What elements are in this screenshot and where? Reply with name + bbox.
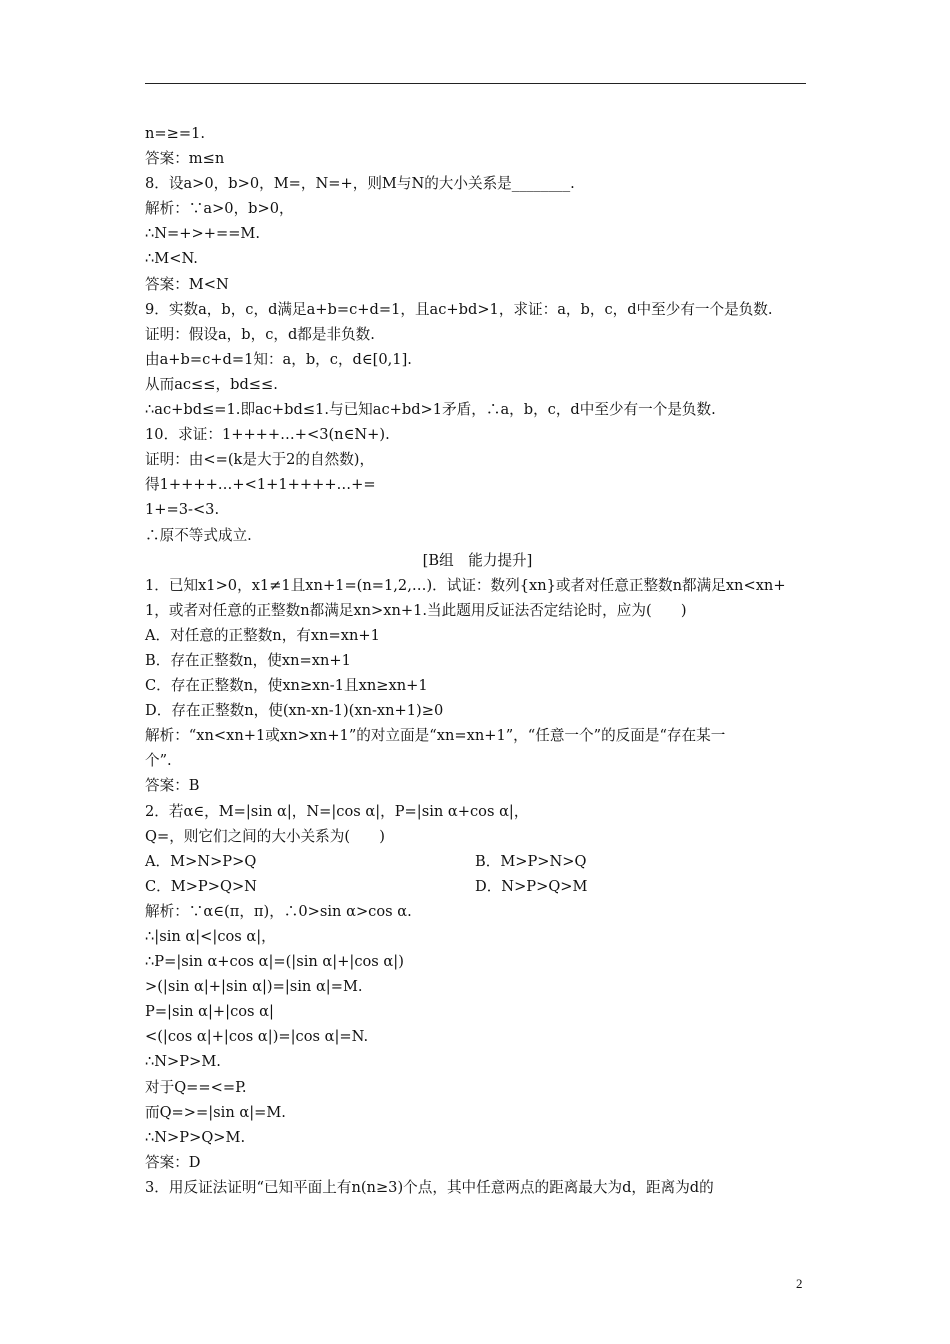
option-a: A．M>N>P>Q (145, 852, 257, 870)
answer-line: 答案：m≤n (145, 150, 225, 168)
option-b: B．M>P>N>Q (475, 852, 587, 870)
text-line: 得1++++…+<1+1++++…+= (145, 476, 376, 494)
text-line: 证明：由<=(k是大于2的自然数)， (145, 451, 375, 469)
question-b1: 1．已知x1>0，x1≠1且xn+1=(n=1,2,…)．试证：数列{xn}或者对任意正整数n都满足xn<xn+ (145, 576, 786, 594)
option-b: B．存在正整数n，使xn=xn+1 (145, 651, 351, 669)
text-line: ∴N>P>Q>M. (145, 1128, 246, 1146)
text-line: ∴ac+bd≤=1.即ac+bd≤1.与已知ac+bd>1矛盾，∴a，b，c，d中至少有一个是负数. (145, 401, 716, 419)
page-number: 2 (796, 1276, 803, 1291)
question-b2: 2．若α∈，M=|sin α|，N=|cos α|，P=|sin α+cos α|， (145, 802, 529, 820)
option-d: D．N>P>Q>M (475, 877, 588, 895)
text-line: ∴|sin α|<|cos α|， (145, 928, 276, 945)
header-rule (145, 83, 806, 84)
text-line: 解析：∵α∈(π，π)，∴0>sin α>cos α. (145, 902, 412, 920)
section-heading: [B组 能力提升] (422, 551, 533, 569)
option-c: C．存在正整数n，使xn≥xn-1且xn≥xn+1 (145, 677, 428, 695)
text-line: n=≥=1. (145, 125, 206, 142)
question-9: 9．实数a，b，c，d满足a+b=c+d=1，且ac+bd>1，求证：a，b，c，d中至少有一个是负数. (145, 300, 773, 318)
text-line: 证明：假设a，b，c，d都是非负数. (145, 325, 375, 343)
text-line: ∴M<N. (145, 250, 198, 268)
text-line: ∴N>P>M. (145, 1053, 221, 1071)
text-line: 对于Q==<=P. (145, 1078, 247, 1096)
answer-line: 答案：M<N (145, 275, 229, 293)
question-10: 10．求证：1++++…+<3(n∈N+). (145, 426, 390, 444)
option-a: A．对任意的正整数n，有xn=xn+1 (145, 626, 380, 644)
text-line: 1+=3-<3. (145, 501, 220, 519)
text-line: <(|cos α|+|cos α|)=|cos α|=N. (145, 1028, 369, 1046)
answer-line: 答案：D (145, 1153, 201, 1171)
text-line: 个”. (145, 752, 172, 770)
text-line: 1，或者对任意的正整数n都满足xn>xn+1.当此题用反证法否定结论时，应为( ) (145, 601, 687, 619)
option-d: D．存在正整数n，使(xn-xn-1)(xn-xn+1)≥0 (145, 702, 444, 720)
text-line: ∴N=+>+==M. (145, 225, 261, 243)
text-line: 而Q=>=|sin α|=M. (145, 1103, 286, 1121)
option-c: C．M>P>Q>N (145, 877, 257, 895)
text-line: 由a+b=c+d=1知：a，b，c，d∈[0,1]. (145, 350, 412, 368)
text-line: >(|sin α|+|sin α|)=|sin α|=M. (145, 978, 363, 996)
text-line: Q=，则它们之间的大小关系为( ) (145, 827, 385, 845)
text-line: ∴原不等式成立. (145, 526, 252, 544)
question-8: 8．设a>0，b>0，M=，N=+，则M与N的大小关系是________. (145, 175, 575, 193)
question-b3: 3．用反证法证明“已知平面上有n(n≥3)个点，其中任意两点的距离最大为d，距离为d的 (145, 1178, 714, 1196)
answer-line: 答案：B (145, 777, 200, 795)
text-line: 从而ac≤≤，bd≤≤. (145, 375, 278, 393)
text-line: 解析：“xn<xn+1或xn>xn+1”的对立面是“xn=xn+1”，“任意一个”的反面是“存在某一 (145, 727, 726, 745)
options-row (145, 849, 810, 874)
page-content (145, 121, 810, 1200)
text-line: ∴P=|sin α+cos α|=(|sin α|+|cos α|) (145, 953, 404, 971)
text-line: P=|sin α|+|cos α| (145, 1003, 274, 1021)
options-row (145, 874, 810, 899)
text-line: 解析：∵a>0，b>0， (145, 200, 294, 218)
